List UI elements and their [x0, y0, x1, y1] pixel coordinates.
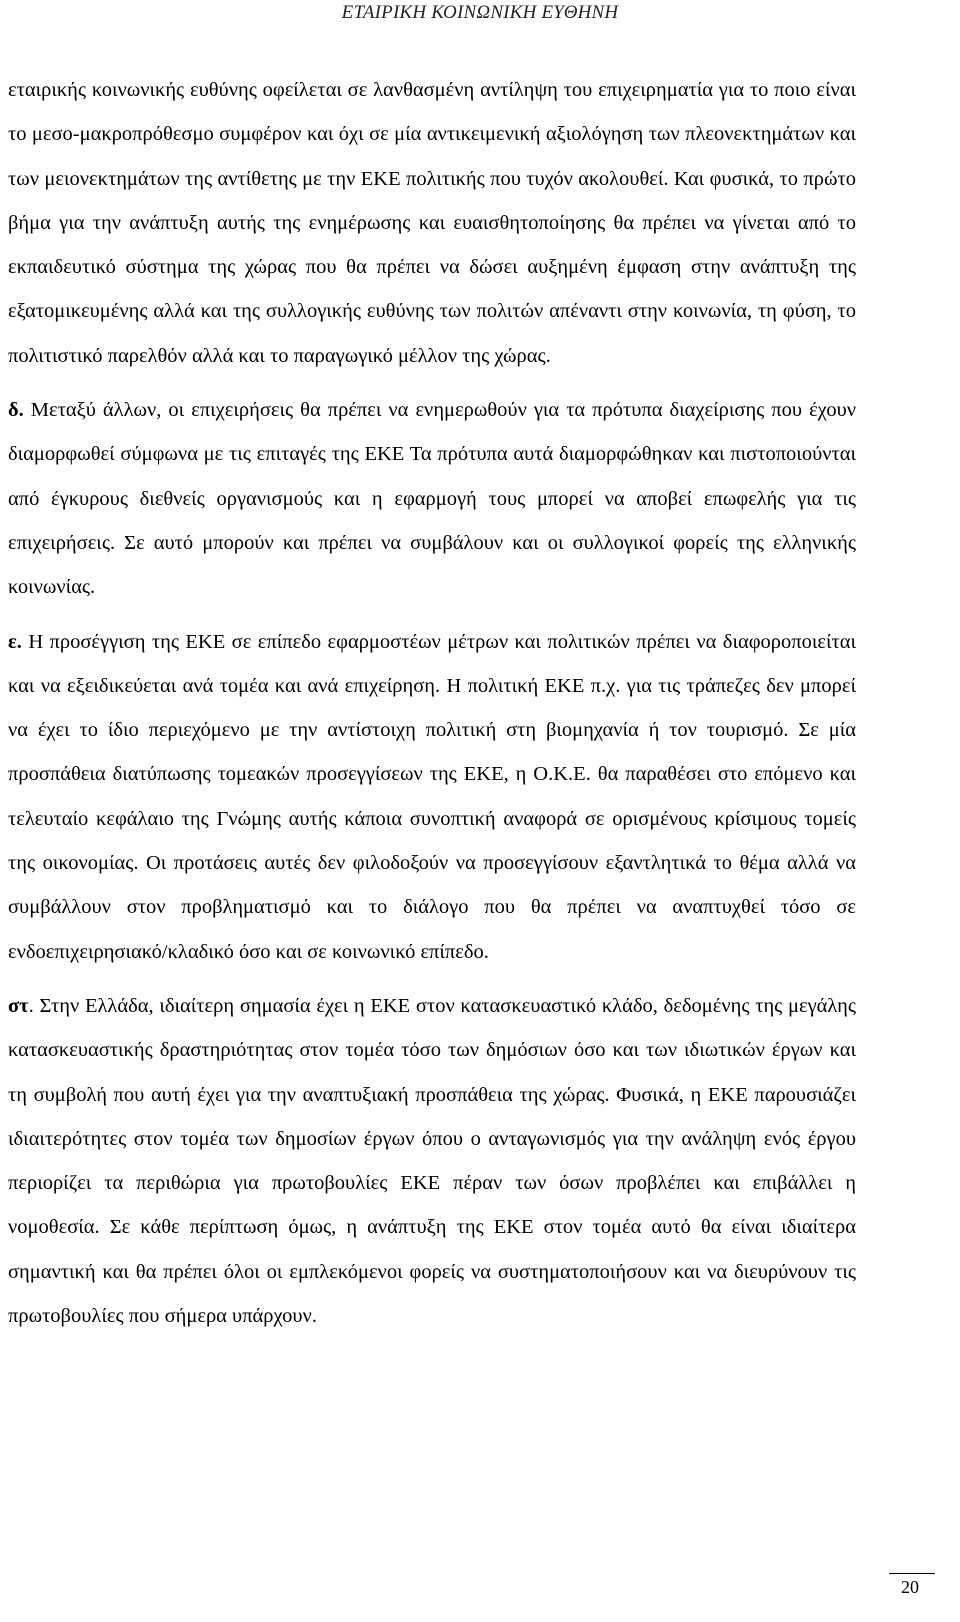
paragraph-st-text: . Στην Ελλάδα, ιδιαίτερη σημασία έχει η ΕΚΕ στον κατασκευαστικό κλάδο, δεδομένης της μεγάλης κατασκευαστικής δραστηριότητας στον τομέα τόσο των δημόσιων όσο και των ιδιωτικών έργων και τη συμβολή που αυτή έχει για την αναπτυξιακή προσπάθεια της χώρας. Φυσικά, η ΕΚΕ παρουσιάζει ιδιαιτερότητες στον τομέα των δημοσίων έργων όπου ο ανταγωνισμός για την ανάληψη ενός έργου περιορίζει τα περιθώρια για πρωτοβουλίες ΕΚΕ πέραν των όσων προβλέπει και επιβάλλει η νομοθεσία. Σε κάθε περίπτωση όμως, η ανάπτυξη της ΕΚΕ στον τομέα αυτό θα είναι ιδιαίτερα σημαντική και θα πρέπει όλοι οι εμπλεκόμενοι φορείς να συστηματοποιήσουν και να διευρύνουν τις πρωτοβουλίες που σήμερα υπάρχουν.	[8, 994, 856, 1328]
paragraph-e	[8, 620, 856, 974]
paragraph-st-label: στ	[8, 994, 29, 1017]
paragraph-d-label: δ.	[8, 399, 24, 422]
paragraph-d-text: Μεταξύ άλλων, οι επιχειρήσεις θα πρέπει να ενημερωθούν για τα πρότυπα διαχείρισης που έχουν διαμορφωθεί σύμφωνα με τις επιταγές της ΕΚΕ Τα πρότυπα αυτά διαμορφώθηκαν και πιστοποιούνται από έγκυρους διεθνείς οργανισμούς και η εφαρμογή τους μπορεί να αποβεί επωφελής για τις επιχειρήσεις. Σε αυτό μπορούν και πρέπει να συμβάλουν και οι συλλογικοί φορείς της ελληνικής κοινωνίας.	[8, 399, 856, 599]
page-number: 20	[901, 1577, 919, 1597]
paragraph-d	[8, 388, 856, 609]
page-body	[8, 68, 856, 1338]
paragraph-e-label: ε.	[8, 630, 22, 653]
paragraph-e-text: Η προσέγγιση της ΕΚΕ σε επίπεδο εφαρμοστέων μέτρων και πολιτικών πρέπει να διαφοροποιείται και να εξειδικεύεται ανά τομέα και ανά επιχείρηση. Η πολιτική ΕΚΕ π.χ. για τις τράπεζες δεν μπορεί να έχει το ίδιο περιεχόμενο με την αντίστοιχη πολιτική στη βιομηχανία ή τον τουρισμό. Σε μία προσπάθεια διατύπωσης τομεακών προσεγγίσεων της ΕΚΕ, η Ο.Κ.Ε. θα παραθέσει στο επόμενο και τελευταίο κεφάλαιο της Γνώμης αυτής κάποια συνοπτική αναφορά σε ορισμένους κρίσιμους τομείς της οικονομίας. Οι προτάσεις αυτές δεν φιλοδοξούν να προσεγγίσουν εξαντλητικά το θέμα αλλά να συμβάλλουν στον προβληματισμό και το διάλογο που θα πρέπει να αναπτυχθεί τόσο σε ενδοεπιχειρησιακό/κλαδικό όσο και σε κοινωνικό επίπεδο.	[8, 630, 856, 963]
paragraph-st	[8, 984, 856, 1338]
running-header: ΕΤΑΙΡΙΚΗ ΚΟΙΝΩΝΙΚΗ ΕΥΘΗΝΗ	[341, 2, 619, 23]
footer-rule	[889, 1573, 935, 1574]
paragraph-continuation: εταιρικής κοινωνικής ευθύνης οφείλεται σε λανθασμένη αντίληψη του επιχειρηματία για το ποιο είναι το μεσο-μακροπρόθεσμο συμφέρον και όχι σε μία αντικειμενική αξιολόγηση των πλεονεκτημάτων και των μειονεκτημάτων της αντίθετης με την ΕΚΕ πολιτικής που τυχόν ακολουθεί. Και φυσικά, το πρώτο βήμα για την ανάπτυξη αυτής της ενημέρωσης και ευαισθητοποίησης θα πρέπει να γίνεται από το εκπαιδευτικό σύστημα της χώρας που θα πρέπει να δώσει αυξημένη έμφαση στην ανάπτυξη της εξατομικευμένης αλλά και της συλλογικής ευθύνης των πολιτών απέναντι στην κοινωνία, τη φύση, το πολιτιστικό παρελθόν αλλά και το παραγωγικό μέλλον της χώρας.	[8, 79, 856, 367]
